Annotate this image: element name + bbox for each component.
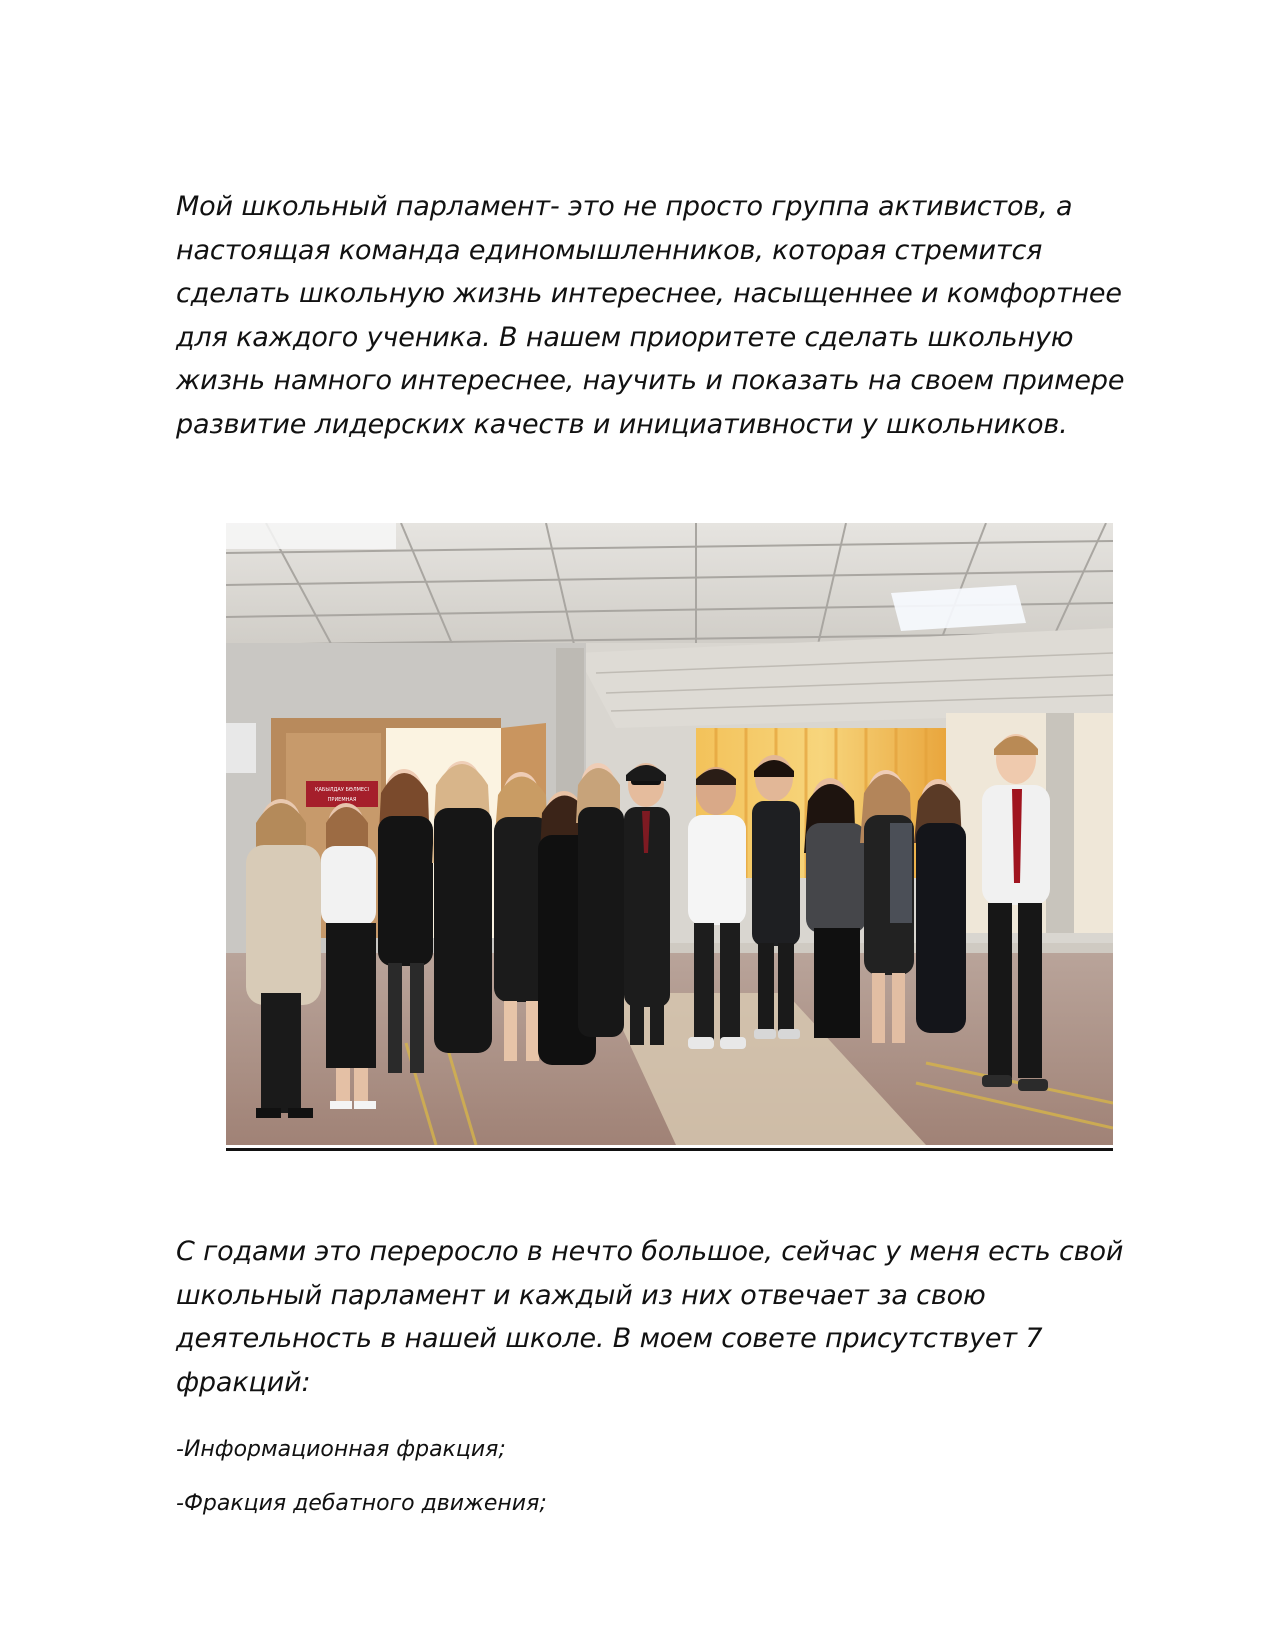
intro-paragraph	[176, 185, 1176, 446]
intro-line: Мой школьный парламент- это не просто группа активистов, а	[176, 191, 1073, 222]
group-photo	[226, 523, 1113, 1145]
faction-list-item: -Фракция дебатного движения;	[176, 1491, 547, 1516]
intro-line: настоящая команда единомышленников, которая стремится	[176, 234, 1043, 266]
intro-line: сделать школьную жизнь интереснее, насыщеннее и комфортнее	[176, 278, 1122, 309]
council-line: С годами это переросло в нечто большое, сейчас у меня есть свой	[176, 1236, 1124, 1267]
faction-list-item: -Информационная фракция;	[176, 1437, 506, 1462]
door-sign-line1: ҚАБЫЛДАУ БӨЛМЕСІ	[314, 787, 370, 793]
council-line: фракций:	[176, 1366, 311, 1398]
intro-line: развитие лидерских качеств и инициативности у школьников.	[176, 408, 1068, 440]
intro-line: для каждого ученика. В нашем приоритете сделать школьную	[176, 321, 1074, 353]
intro-line: жизнь намного интереснее, научить и показать на своем примере	[176, 365, 1125, 396]
photo-bottom-rule	[226, 1148, 1113, 1151]
council-line: деятельность в нашей школе. В моем совете присутствует 7	[176, 1323, 1043, 1354]
council-paragraph	[176, 1230, 1176, 1404]
door-sign-line2: ПРИЕМНАЯ	[327, 797, 357, 803]
council-line: школьный парламент и каждый из них отвечает за свою	[176, 1279, 986, 1311]
